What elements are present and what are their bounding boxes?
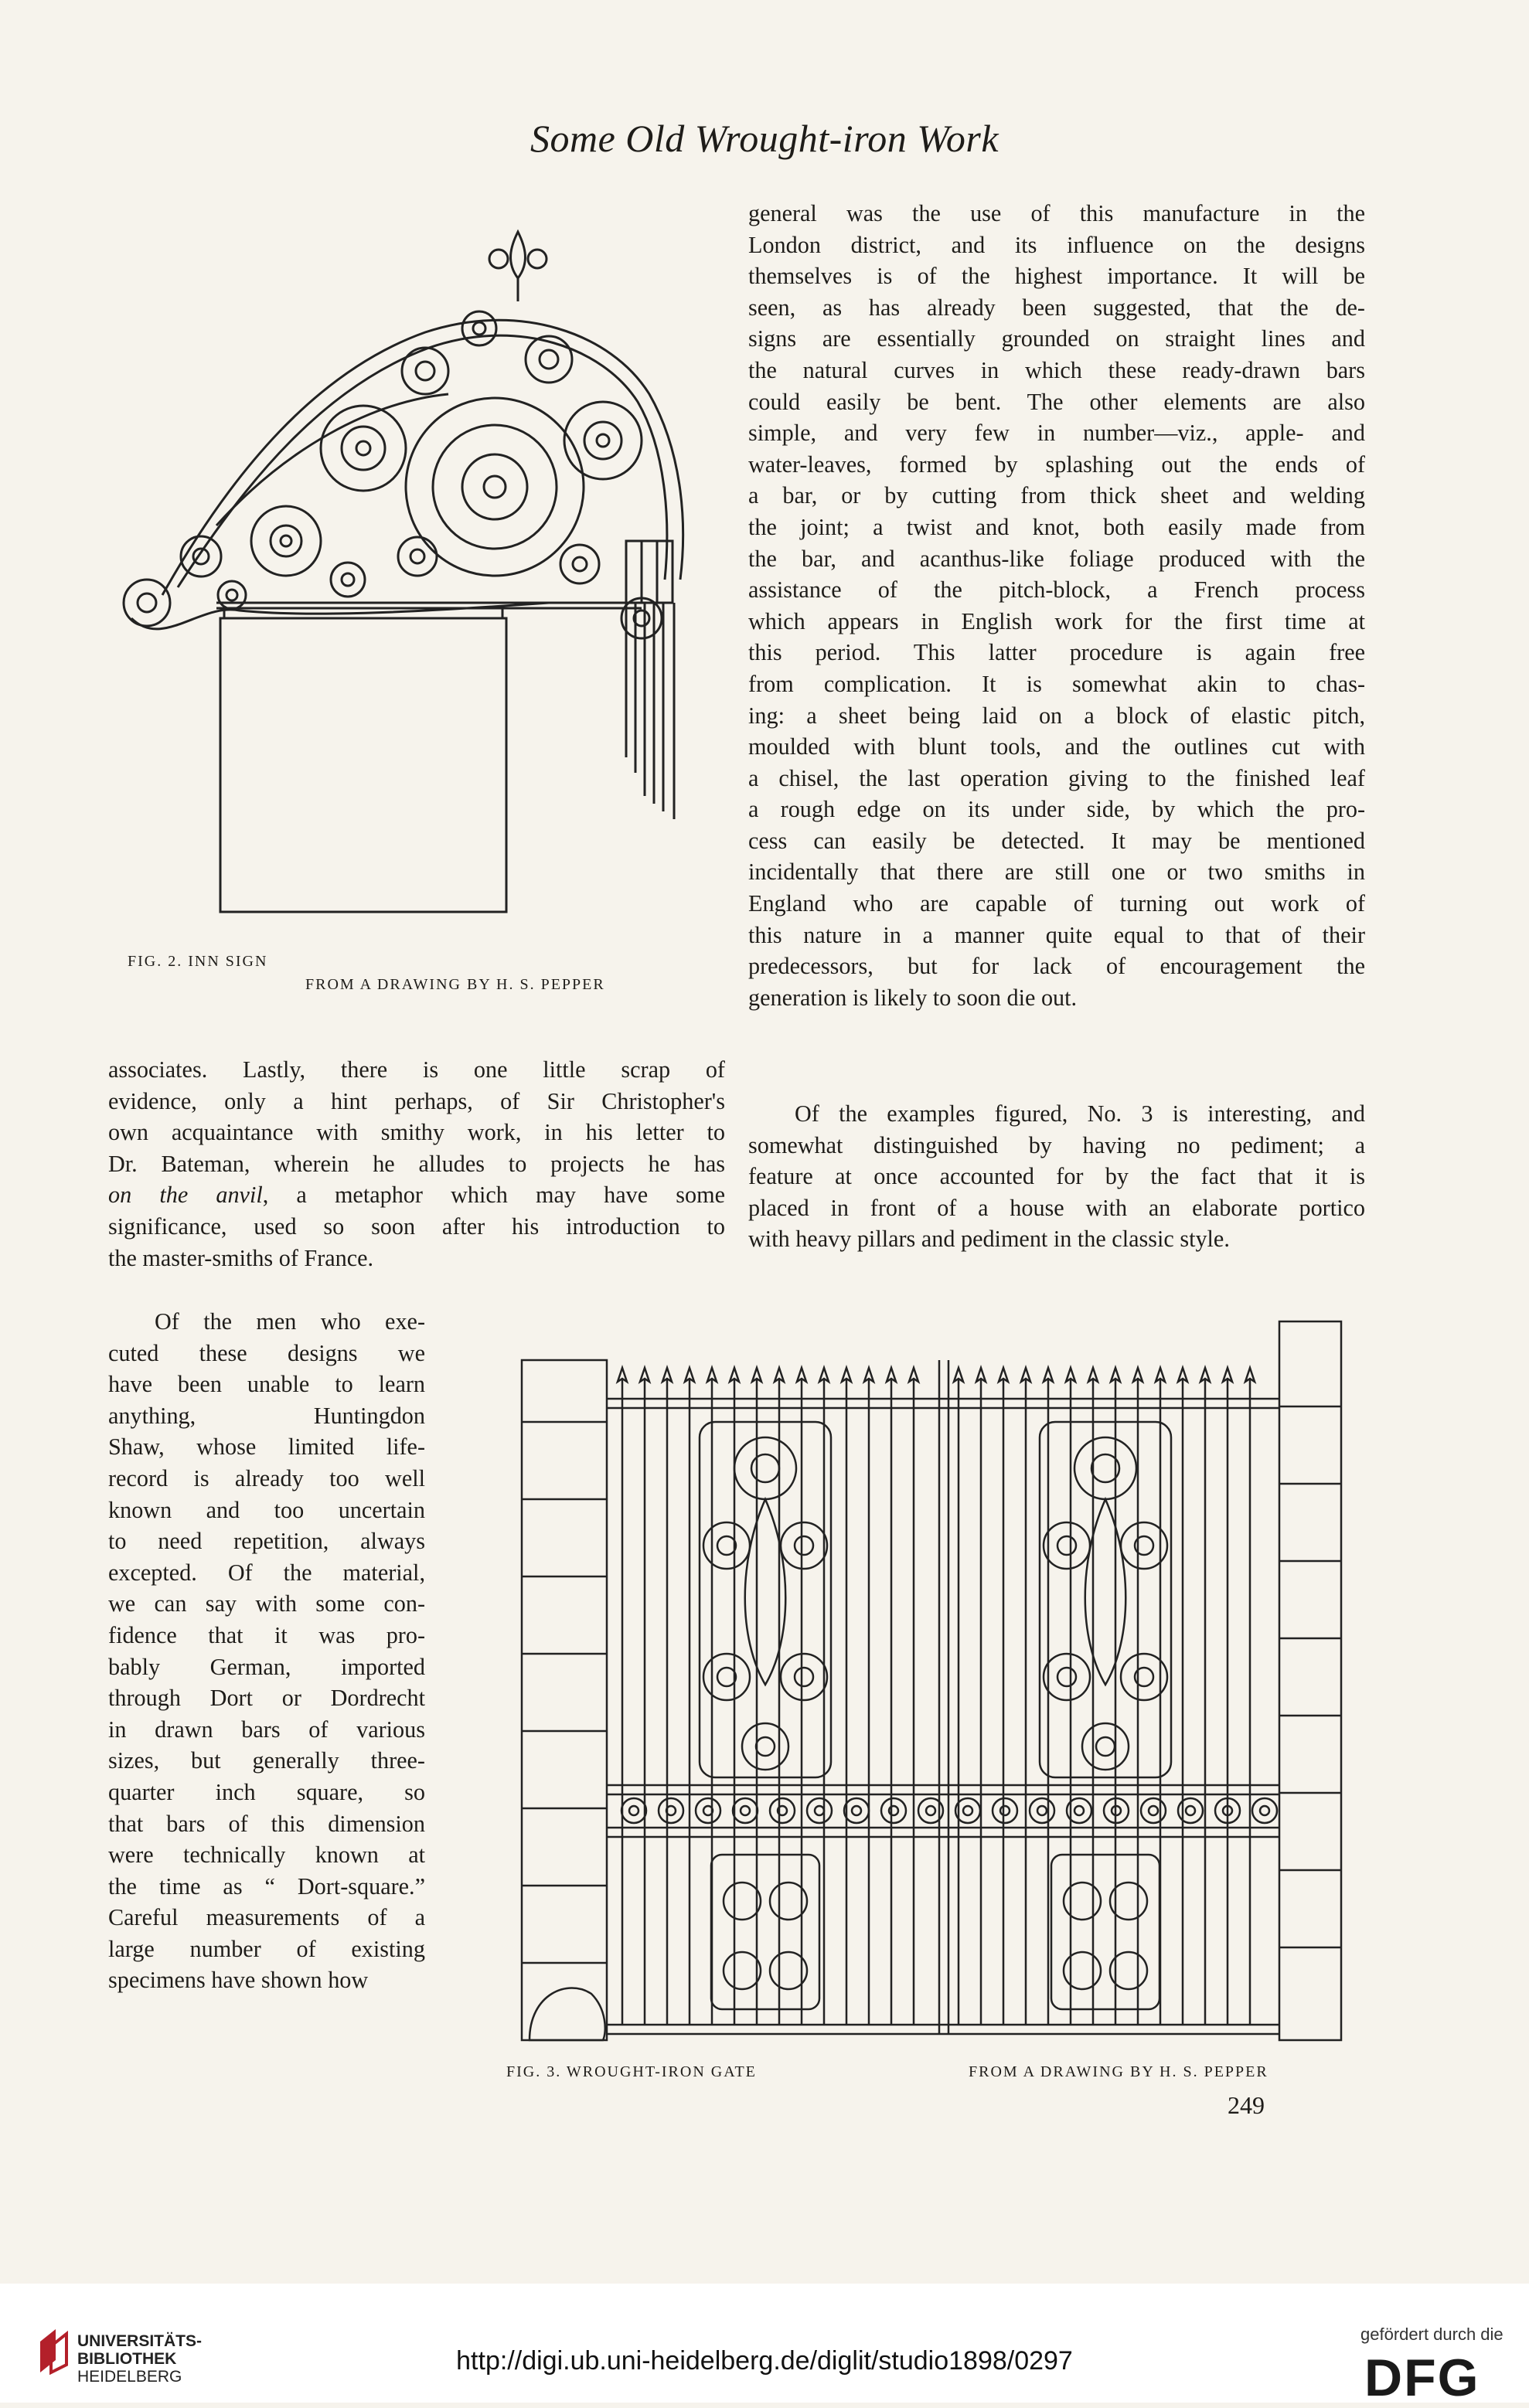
text-line: this nature in a manner quite equal to that of their	[748, 921, 1365, 948]
fig2-caption-line2: FROM A DRAWING BY H. S. PEPPER	[305, 976, 605, 993]
text-line: sizes, but generally three-	[108, 1747, 425, 1774]
text-line: quarter inch square, so	[108, 1778, 425, 1805]
text-line: Dr. Bateman, wherein he alludes to projects he has	[108, 1150, 725, 1177]
text-line: the joint; a twist and knot, both easily made from	[748, 513, 1365, 540]
text-line: associates. Lastly, there is one little scrap of	[108, 1056, 725, 1083]
text-line: Careful measurements of a	[108, 1904, 425, 1931]
text-line: have been unable to learn	[108, 1371, 425, 1398]
text-line: this period. This latter procedure is again free	[748, 639, 1365, 666]
running-title: Some Old Wrought-iron Work	[530, 117, 999, 160]
text-line: that bars of this dimension	[108, 1810, 425, 1837]
text-line: Of the examples figured, No. 3 is interesting, and	[795, 1100, 1365, 1127]
text-line: assistance of the pitch-block, a French process	[748, 576, 1365, 604]
text-line: feature at once accounted for by the fact that it is	[748, 1163, 1365, 1190]
text-line: from complication. It is somewhat akin to chas-	[748, 670, 1365, 697]
wrought-iron-gate-illustration	[506, 1314, 1349, 2056]
text-line: water-leaves, formed by splashing out the ends of	[748, 451, 1365, 478]
library-line-2: BIBLIOTHEK	[77, 2350, 177, 2368]
library-line-3: HEIDELBERG	[77, 2368, 182, 2386]
text-line: London district, and its influence on the designs	[748, 231, 1365, 258]
text-line: fidence that it was pro-	[108, 1621, 425, 1648]
text-line: bably German, imported	[108, 1653, 425, 1680]
text-line: ing: a sheet being laid on a block of elastic pitch,	[748, 702, 1365, 729]
text-line: specimens have shown how	[108, 1967, 369, 1994]
text-line: a chisel, the last operation giving to the finished leaf	[748, 764, 1365, 791]
right-column-paragraph-1	[748, 198, 1365, 1013]
fig3-caption-left: FIG. 3. WROUGHT-IRON GATE	[506, 2063, 757, 2080]
text-line: Of the men who exe-	[155, 1308, 425, 1335]
right-column-paragraph-2	[748, 1098, 1365, 1255]
text-line: anything, Huntingdon	[108, 1402, 425, 1429]
text-line: generation is likely to soon die out.	[748, 984, 1078, 1011]
text-line: evidence, only a hint perhaps, of Sir Christopher's	[108, 1087, 725, 1114]
text-line: were technically known at	[108, 1842, 425, 1869]
text-line: incidentally that there are still one or two smiths in	[748, 859, 1365, 886]
text-line: with heavy pillars and pediment in the classic style.	[748, 1226, 1230, 1253]
inn-sign-illustration	[116, 216, 703, 927]
fig2-caption-line1: FIG. 2. INN SIGN	[128, 953, 268, 970]
text-line: seen, as has already been suggested, that the de-	[748, 294, 1365, 321]
text-line: predecessors, but for lack of encouragement the	[748, 953, 1365, 980]
text-line: significance, used so soon after his introduction to	[108, 1213, 725, 1240]
text-line: general was the use of this manufacture in the	[748, 200, 1365, 226]
text-line: on the anvil, a metaphor which may have some	[108, 1182, 725, 1209]
footer-bar	[0, 2284, 1529, 2403]
text-line: England who are capable of turning out work of	[748, 890, 1365, 917]
text-line: we can say with some con-	[108, 1590, 425, 1617]
text-line: the time as “ Dort-square.”	[108, 1872, 425, 1900]
library-line-1: UNIVERSITÄTS-	[77, 2332, 203, 2350]
text-line: somewhat distinguished by having no pediment; a	[748, 1131, 1365, 1158]
text-line: could easily be bent. The other elements are also	[748, 388, 1365, 415]
text-line: signs are essentially grounded on straight lines and	[748, 325, 1365, 352]
text-line: a bar, or by cutting from thick sheet and welding	[748, 482, 1365, 509]
text-line: the bar, and acanthus-like foliage produced with the	[748, 545, 1365, 572]
text-line: a rough edge on its under side, by which the pro-	[748, 796, 1365, 823]
fig3-caption-right: FROM A DRAWING BY H. S. PEPPER	[969, 2063, 1268, 2080]
text-line: which appears in English work for the first time at	[748, 607, 1365, 634]
text-line: excepted. Of the material,	[108, 1559, 425, 1586]
left-column-paragraph-1	[108, 1054, 725, 1274]
text-line: own acquaintance with smithy work, in his letter to	[108, 1119, 725, 1146]
text-line: cess can easily be detected. It may be mentioned	[748, 827, 1365, 854]
text-line: in drawn bars of various	[108, 1716, 425, 1743]
dfg-logo: DFG	[1364, 2348, 1480, 2407]
text-line: the master-smiths of France.	[108, 1244, 374, 1271]
text-line: Shaw, whose limited life-	[108, 1434, 425, 1461]
text-line: the natural curves in which these ready-drawn bars	[748, 356, 1365, 383]
text-line: record is already too well	[108, 1464, 425, 1491]
sponsor-text: gefördert durch die	[1360, 2325, 1503, 2344]
text-line: to need repetition, always	[108, 1528, 425, 1555]
left-column-paragraph-2	[108, 1306, 425, 1996]
text-line: known and too uncertain	[108, 1496, 425, 1523]
text-line: large number of existing	[108, 1935, 425, 1962]
text-line: through Dort or Dordrecht	[108, 1685, 425, 1712]
text-line: placed in front of a house with an elaborate portico	[748, 1194, 1365, 1221]
text-line: cuted these designs we	[108, 1339, 425, 1366]
text-line: simple, and very few in number—viz., apple- and	[748, 420, 1365, 447]
text-line: moulded with blunt tools, and the outlines cut with	[748, 733, 1365, 760]
text-line: themselves is of the highest importance. It will be	[748, 263, 1365, 290]
page-number: 249	[1228, 2091, 1265, 2119]
source-url-link[interactable]: http://digi.ub.uni-heidelberg.de/diglit/studio1898/0297	[456, 2346, 1073, 2376]
